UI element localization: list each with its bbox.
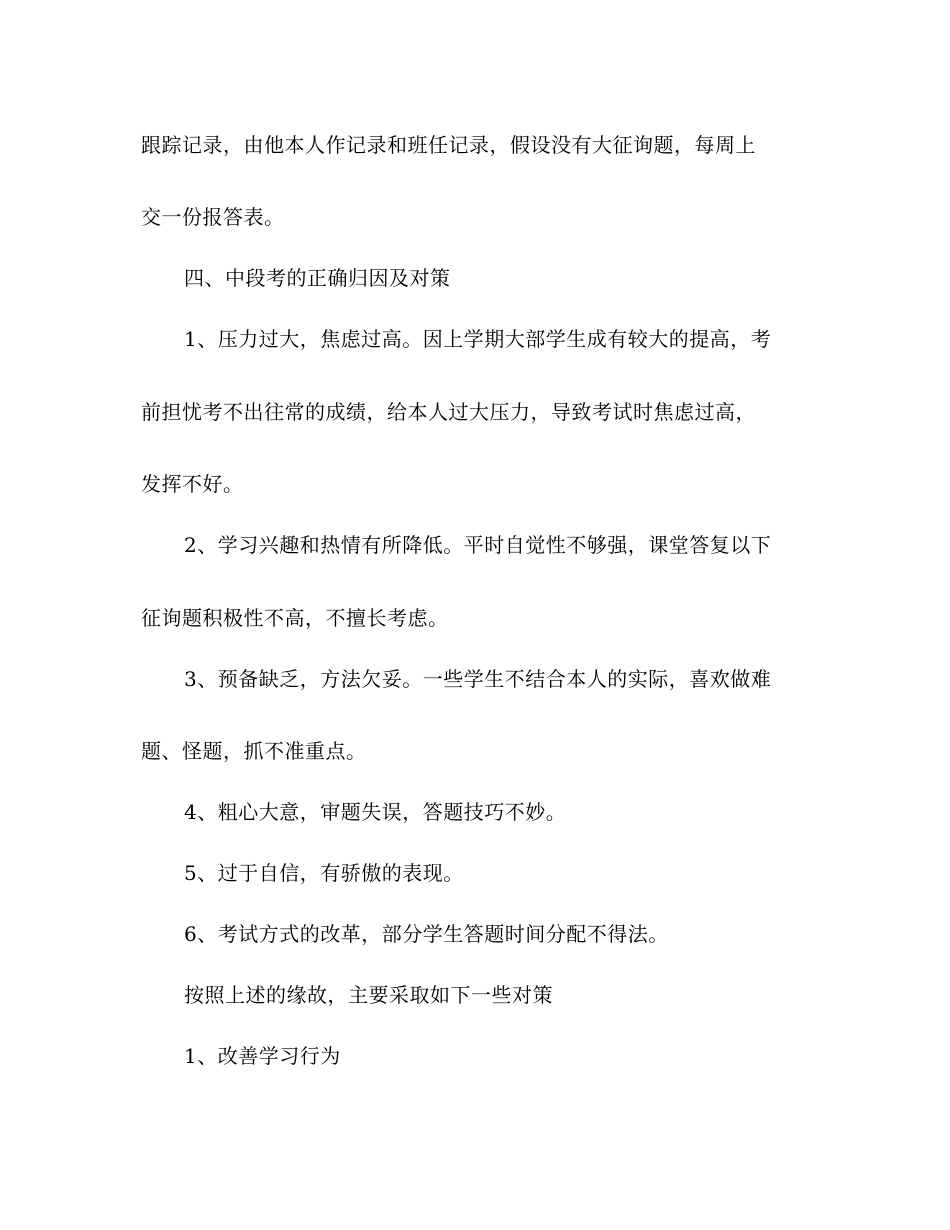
paragraph-line: 发挥不好。 bbox=[141, 472, 244, 496]
paragraph-line: 5、过于自信，有骄傲的表现。 bbox=[184, 861, 464, 885]
paragraph-line: 前担忧考不出往常的成绩，给本人过大压力，导致考试时焦虑过高， bbox=[141, 400, 756, 424]
paragraph-line: 2、学习兴趣和热情有所降低。平时自觉性不够强，课堂答复以下 bbox=[184, 533, 772, 557]
paragraph-line: 交一份报答表。 bbox=[141, 205, 285, 229]
paragraph-line: 跟踪记录，由他本人作记录和班任记录，假设没有大征询题，每周上 bbox=[141, 133, 756, 157]
paragraph-line: 3、预备缺乏，方法欠妥。一些学生不结合本人的实际，喜欢做难 bbox=[184, 667, 772, 691]
paragraph-line: 1、改善学习行为 bbox=[184, 1044, 341, 1068]
paragraph-line: 征询题积极性不高，不擅长考虑。 bbox=[141, 606, 449, 630]
paragraph-line: 按照上述的缘故，主要采取如下一些对策 bbox=[184, 983, 553, 1007]
paragraph-line: 1、压力过大，焦虑过高。因上学期大部学生成有较大的提高，考 bbox=[184, 327, 772, 351]
paragraph-line: 题、怪题，抓不准重点。 bbox=[141, 739, 367, 763]
paragraph-line: 6、考试方式的改革，部分学生答题时间分配不得法。 bbox=[184, 922, 669, 946]
section-heading: 四、中段考的正确归因及对策 bbox=[184, 266, 451, 290]
paragraph-line: 4、粗心大意，审题失误，答题技巧不妙。 bbox=[184, 800, 567, 824]
